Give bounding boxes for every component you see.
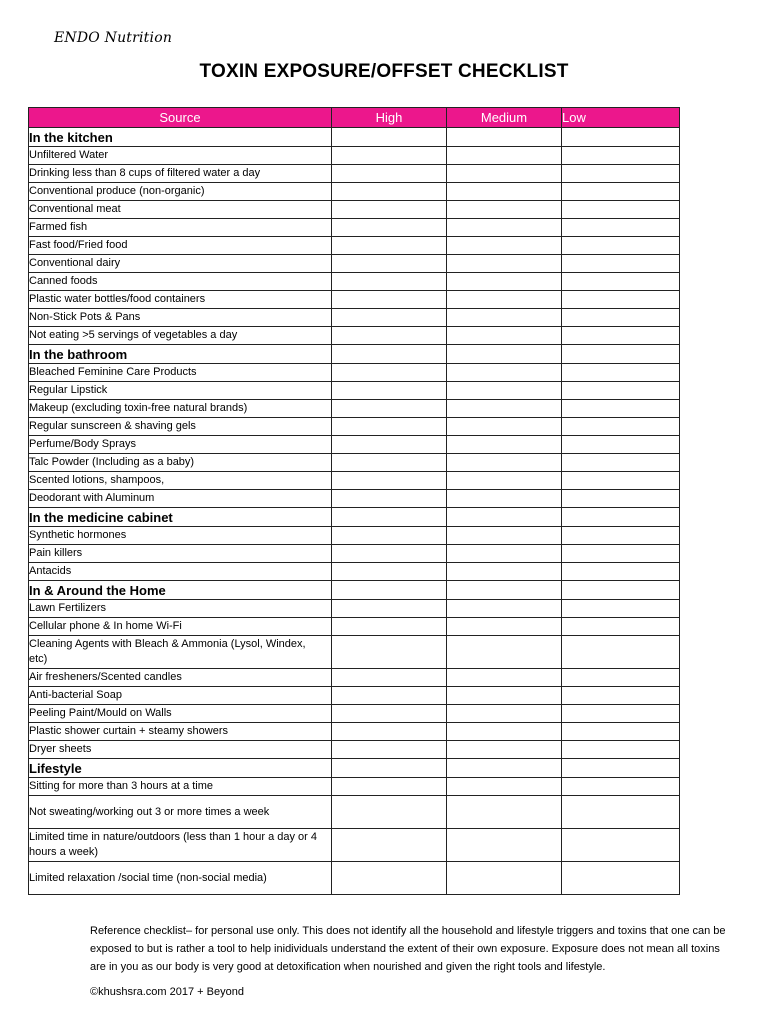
low-cell[interactable] [562, 454, 680, 472]
high-cell[interactable] [332, 527, 447, 545]
medium-cell[interactable] [447, 829, 562, 862]
medium-cell[interactable] [447, 669, 562, 687]
high-cell[interactable] [332, 273, 447, 291]
medium-cell[interactable] [447, 309, 562, 327]
table-row [29, 545, 680, 563]
low-cell[interactable] [562, 418, 680, 436]
item-label: Canned foods [29, 273, 332, 291]
section-row [29, 345, 680, 364]
table-row [29, 600, 680, 618]
table-row [29, 705, 680, 723]
medium-cell[interactable] [447, 741, 562, 759]
high-cell[interactable] [332, 345, 447, 364]
item-label: Plastic shower curtain + steamy showers [29, 723, 332, 741]
low-cell[interactable] [562, 687, 680, 705]
low-cell[interactable] [562, 581, 680, 600]
low-cell[interactable] [562, 255, 680, 273]
item-label: Bleached Feminine Care Products [29, 364, 332, 382]
table-row [29, 472, 680, 490]
medium-cell[interactable] [447, 600, 562, 618]
item-label: Cleaning Agents with Bleach & Ammonia (Lysol, Windex, etc) [29, 636, 332, 669]
high-cell[interactable] [332, 454, 447, 472]
low-cell[interactable] [562, 600, 680, 618]
low-cell[interactable] [562, 796, 680, 829]
item-label: Conventional produce (non-organic) [29, 183, 332, 201]
high-cell[interactable] [332, 759, 447, 778]
table-row [29, 778, 680, 796]
table-row [29, 201, 680, 219]
medium-cell[interactable] [447, 165, 562, 183]
low-cell[interactable] [562, 165, 680, 183]
medium-cell[interactable] [447, 796, 562, 829]
table-row [29, 327, 680, 345]
low-cell[interactable] [562, 364, 680, 382]
low-cell[interactable] [562, 669, 680, 687]
medium-cell[interactable] [447, 759, 562, 778]
high-cell[interactable] [332, 796, 447, 829]
medium-cell[interactable] [447, 454, 562, 472]
low-cell[interactable] [562, 327, 680, 345]
high-cell[interactable] [332, 490, 447, 508]
item-label: Fast food/Fried food [29, 237, 332, 255]
header-medium: Medium [447, 108, 562, 128]
medium-cell[interactable] [447, 147, 562, 165]
medium-cell[interactable] [447, 382, 562, 400]
high-cell[interactable] [332, 472, 447, 490]
high-cell[interactable] [332, 183, 447, 201]
high-cell[interactable] [332, 418, 447, 436]
section-title: Lifestyle [29, 759, 332, 778]
high-cell[interactable] [332, 309, 447, 327]
item-label: Cellular phone & In home Wi-Fi [29, 618, 332, 636]
low-cell[interactable] [562, 618, 680, 636]
item-label: Regular Lipstick [29, 382, 332, 400]
low-cell[interactable] [562, 128, 680, 147]
table-row [29, 829, 680, 862]
high-cell[interactable] [332, 327, 447, 345]
medium-cell[interactable] [447, 508, 562, 527]
medium-cell[interactable] [447, 705, 562, 723]
item-label: Plastic water bottles/food containers [29, 291, 332, 309]
low-cell[interactable] [562, 309, 680, 327]
item-label: Limited time in nature/outdoors (less than 1 hour a day or 4 hours a week) [29, 829, 332, 862]
medium-cell[interactable] [447, 291, 562, 309]
low-cell[interactable] [562, 862, 680, 895]
low-cell[interactable] [562, 291, 680, 309]
table-row [29, 636, 680, 669]
table-row [29, 400, 680, 418]
checklist-body [29, 128, 680, 895]
high-cell[interactable] [332, 508, 447, 527]
item-label: Deodorant with Aluminum [29, 490, 332, 508]
high-cell[interactable] [332, 687, 447, 705]
low-cell[interactable] [562, 183, 680, 201]
high-cell[interactable] [332, 741, 447, 759]
medium-cell[interactable] [447, 255, 562, 273]
high-cell[interactable] [332, 829, 447, 862]
high-cell[interactable] [332, 400, 447, 418]
table-row [29, 219, 680, 237]
high-cell[interactable] [332, 219, 447, 237]
section-row [29, 508, 680, 527]
table-row [29, 418, 680, 436]
item-label: Sitting for more than 3 hours at a time [29, 778, 332, 796]
medium-cell[interactable] [447, 687, 562, 705]
table-row [29, 687, 680, 705]
high-cell[interactable] [332, 778, 447, 796]
medium-cell[interactable] [447, 527, 562, 545]
item-label: Not sweating/working out 3 or more times a week [29, 796, 332, 829]
item-label: Limited relaxation /social time (non-social media) [29, 862, 332, 895]
low-cell[interactable] [562, 201, 680, 219]
low-cell[interactable] [562, 490, 680, 508]
table-row [29, 723, 680, 741]
table-header-row [29, 108, 680, 128]
item-label: Dryer sheets [29, 741, 332, 759]
low-cell[interactable] [562, 705, 680, 723]
low-cell[interactable] [562, 345, 680, 364]
high-cell[interactable] [332, 618, 447, 636]
section-title: In the medicine cabinet [29, 508, 332, 527]
item-label: Makeup (excluding toxin-free natural brands) [29, 400, 332, 418]
high-cell[interactable] [332, 291, 447, 309]
brand-logo: ENDO Nutrition [54, 30, 173, 46]
table-row [29, 454, 680, 472]
high-cell[interactable] [332, 862, 447, 895]
item-label: Antacids [29, 563, 332, 581]
table-row [29, 527, 680, 545]
medium-cell[interactable] [447, 636, 562, 669]
high-cell[interactable] [332, 128, 447, 147]
item-label: Lawn Fertilizers [29, 600, 332, 618]
low-cell[interactable] [562, 527, 680, 545]
table-row [29, 618, 680, 636]
high-cell[interactable] [332, 201, 447, 219]
medium-cell[interactable] [447, 345, 562, 364]
item-label: Air fresheners/Scented candles [29, 669, 332, 687]
table-row [29, 273, 680, 291]
item-label: Anti-bacterial Soap [29, 687, 332, 705]
item-label: Farmed fish [29, 219, 332, 237]
item-label: Drinking less than 8 cups of filtered water a day [29, 165, 332, 183]
table-row [29, 183, 680, 201]
checklist-table [28, 107, 680, 895]
header-low: Low [562, 108, 680, 128]
header-high: High [332, 108, 447, 128]
table-row [29, 669, 680, 687]
item-label: Conventional dairy [29, 255, 332, 273]
medium-cell[interactable] [447, 183, 562, 201]
high-cell[interactable] [332, 636, 447, 669]
high-cell[interactable] [332, 165, 447, 183]
section-row [29, 759, 680, 778]
section-title: In the bathroom [29, 345, 332, 364]
table-row [29, 255, 680, 273]
high-cell[interactable] [332, 669, 447, 687]
medium-cell[interactable] [447, 273, 562, 291]
medium-cell[interactable] [447, 581, 562, 600]
low-cell[interactable] [562, 563, 680, 581]
high-cell[interactable] [332, 705, 447, 723]
item-label: Peeling Paint/Mould on Walls [29, 705, 332, 723]
medium-cell[interactable] [447, 327, 562, 345]
high-cell[interactable] [332, 382, 447, 400]
high-cell[interactable] [332, 364, 447, 382]
copyright: ©khushsra.com 2017 + Beyond [90, 986, 244, 998]
medium-cell[interactable] [447, 563, 562, 581]
medium-cell[interactable] [447, 128, 562, 147]
item-label: Regular sunscreen & shaving gels [29, 418, 332, 436]
medium-cell[interactable] [447, 862, 562, 895]
high-cell[interactable] [332, 147, 447, 165]
high-cell[interactable] [332, 545, 447, 563]
low-cell[interactable] [562, 829, 680, 862]
section-row [29, 128, 680, 147]
low-cell[interactable] [562, 382, 680, 400]
medium-cell[interactable] [447, 723, 562, 741]
header-source: Source [29, 108, 332, 128]
medium-cell[interactable] [447, 472, 562, 490]
low-cell[interactable] [562, 636, 680, 669]
item-label: Perfume/Body Sprays [29, 436, 332, 454]
high-cell[interactable] [332, 581, 447, 600]
medium-cell[interactable] [447, 618, 562, 636]
table-row [29, 291, 680, 309]
low-cell[interactable] [562, 436, 680, 454]
item-label: Talc Powder (Including as a baby) [29, 454, 332, 472]
table-row [29, 741, 680, 759]
low-cell[interactable] [562, 237, 680, 255]
section-title: In the kitchen [29, 128, 332, 147]
item-label: Not eating >5 servings of vegetables a day [29, 327, 332, 345]
medium-cell[interactable] [447, 237, 562, 255]
item-label: Pain killers [29, 545, 332, 563]
table-row [29, 436, 680, 454]
page-title: TOXIN EXPOSURE/OFFSET CHECKLIST [199, 61, 569, 82]
item-label: Scented lotions, shampoos, [29, 472, 332, 490]
medium-cell[interactable] [447, 219, 562, 237]
low-cell[interactable] [562, 400, 680, 418]
high-cell[interactable] [332, 600, 447, 618]
medium-cell[interactable] [447, 364, 562, 382]
low-cell[interactable] [562, 759, 680, 778]
medium-cell[interactable] [447, 778, 562, 796]
table-row [29, 796, 680, 829]
high-cell[interactable] [332, 436, 447, 454]
item-label: Conventional meat [29, 201, 332, 219]
table-row [29, 382, 680, 400]
low-cell[interactable] [562, 273, 680, 291]
low-cell[interactable] [562, 778, 680, 796]
section-title: In & Around the Home [29, 581, 332, 600]
medium-cell[interactable] [447, 545, 562, 563]
table-row [29, 490, 680, 508]
table-row [29, 862, 680, 895]
table-row [29, 309, 680, 327]
high-cell[interactable] [332, 255, 447, 273]
low-cell[interactable] [562, 508, 680, 527]
medium-cell[interactable] [447, 490, 562, 508]
section-row [29, 581, 680, 600]
table-row [29, 364, 680, 382]
medium-cell[interactable] [447, 201, 562, 219]
table-row [29, 237, 680, 255]
low-cell[interactable] [562, 741, 680, 759]
table-row [29, 147, 680, 165]
low-cell[interactable] [562, 147, 680, 165]
item-label: Non-Stick Pots & Pans [29, 309, 332, 327]
high-cell[interactable] [332, 563, 447, 581]
high-cell[interactable] [332, 723, 447, 741]
high-cell[interactable] [332, 237, 447, 255]
medium-cell[interactable] [447, 436, 562, 454]
table-row [29, 563, 680, 581]
low-cell[interactable] [562, 723, 680, 741]
item-label: Unfiltered Water [29, 147, 332, 165]
medium-cell[interactable] [447, 400, 562, 418]
table-row [29, 165, 680, 183]
medium-cell[interactable] [447, 418, 562, 436]
item-label: Synthetic hormones [29, 527, 332, 545]
low-cell[interactable] [562, 545, 680, 563]
disclaimer-note: Reference checklist– for personal use only. This does not identify all the household and lifestyle triggers and toxins that one can be exposed to but is rather a tool to help inidividuals understand the extent of their own exposure. Exposure does not mean all toxins are in you as our body is very good at detoxification when nourished and given the right tools and lifestyle. [90, 925, 726, 973]
low-cell[interactable] [562, 472, 680, 490]
low-cell[interactable] [562, 219, 680, 237]
